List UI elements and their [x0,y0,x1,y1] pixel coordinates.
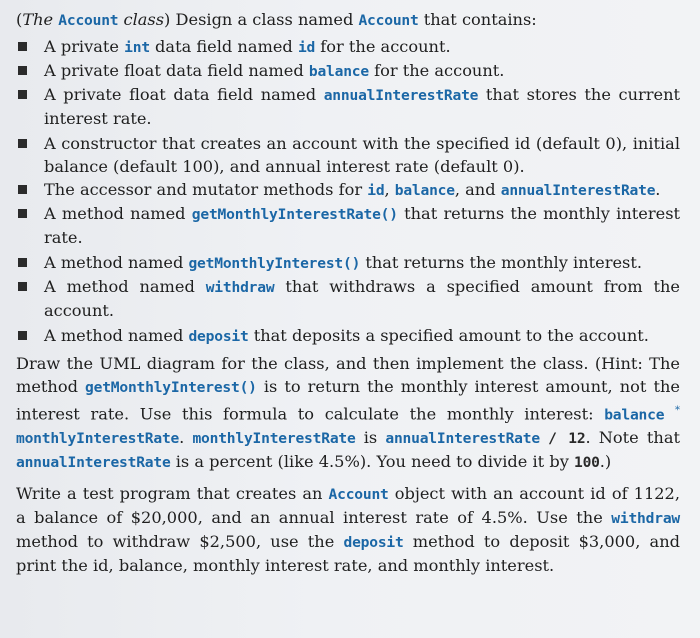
paragraph-text: .) [599,452,612,472]
paragraph-text: is a percent (like 4.5%). You need to divide it by [170,452,574,472]
list-item-accessors [16,178,680,202]
item-code: withdraw [205,279,275,296]
item-code: id [297,39,316,56]
intro-open-paren: ( [16,10,23,29]
intro-text-contains: that contains: [418,10,537,29]
item-text: A method named [44,326,189,345]
intro-close-paren: ) [164,10,171,29]
paragraph-text: object with an account id of 1122, a balance of $20,000, and an annual interest rate of 4.5%. Use the [16,484,680,528]
intro-class-name-2: Account [358,12,419,29]
paragraph-code: 100 [573,454,600,472]
list-item-withdraw-method [16,275,680,322]
item-text: A method named [44,204,192,223]
square-bullet-icon [18,66,27,75]
paragraph-code: / 12 [548,430,586,448]
intro-italic-class: class [118,10,165,29]
item-code: getMonthlyInterest() [188,255,361,272]
square-bullet-icon [18,139,27,148]
multiply-asterisk: * [674,405,680,416]
paragraph-text: method to deposit $3,000, and print the id, balance, monthly interest rate, and monthly interest. [16,532,680,576]
item-text: A private [44,37,125,56]
item-text: that stores the current interest rate. [44,85,681,128]
paragraph-text: is [355,428,386,448]
item-text: A method named [44,277,206,296]
square-bullet-icon [18,258,27,267]
paragraph-text: is to return the monthly interest amount, not the interest rate. Use this formula to calculate the monthly interest: [16,377,680,424]
square-bullet-icon [18,209,27,218]
list-item-constructor [16,132,680,178]
item-text: . [655,180,661,199]
intro-italic-the: The [22,10,59,29]
item-text: The accessor and mutator methods for [44,180,368,199]
requirements-list [16,35,680,348]
square-bullet-icon [18,331,27,340]
test-program-paragraph [16,482,680,577]
item-text: data field named [149,37,298,56]
list-item-monthly-interest-method [16,251,680,275]
intro-text-design: Design a class named [170,10,359,29]
item-text: , [384,180,395,199]
item-code: getMonthlyInterestRate() [191,206,398,223]
item-text: that returns the monthly interest. [360,253,642,272]
paragraph-text: . Note that [585,428,680,448]
uml-instructions-paragraph [16,352,680,474]
list-item-balance-field [16,59,680,83]
item-text: for the account. [368,61,505,80]
item-text: , and [454,180,501,199]
item-text: A private float data field named [44,61,309,80]
paragraph-code: annualInterestRate [385,430,540,448]
square-bullet-icon [18,90,27,99]
item-code: id [367,182,385,199]
item-code: balance [394,182,455,199]
square-bullet-icon [18,185,27,194]
item-code: annualInterestRate [323,87,479,104]
item-text: that deposits a specified amount to the account. [248,326,649,345]
list-item-id-field [16,35,680,59]
item-text: that withdraws a specified amount from the account. [44,277,680,320]
list-item-monthly-rate-method [16,202,680,249]
square-bullet-icon [18,282,27,291]
item-text: for the account. [315,37,451,56]
paragraph-text: . [179,428,193,448]
paragraph-code: getMonthlyInterest() [85,379,257,396]
item-text: A method named [44,253,189,272]
paragraph-code: withdraw [611,510,680,528]
paragraph-text: method to withdraw $2,500, use the [16,532,344,552]
paragraph-text: Draw the UML diagram for the class, and then implement the class. (Hint: The method [16,354,680,396]
paragraph-code: annualInterestRate [16,454,171,472]
list-item-rate-field [16,83,680,130]
paragraph-code: Account [328,486,389,504]
item-text: A constructor that creates an account with the specified id (default 0), initial balance (default 100), and annual interest rate (default 0). [44,134,680,176]
paragraph-code: monthlyInterestRate [192,430,356,448]
item-text: that returns the monthly interest rate. [44,204,681,247]
item-text: A private float data field named [44,85,324,104]
square-bullet-icon [18,42,27,51]
paragraph-text: Write a test program that creates an [16,484,329,504]
paragraph-code: monthlyInterestRate [16,430,180,448]
paragraph-code: balance [604,406,665,424]
paragraph-code: deposit [343,534,404,552]
exercise-intro [16,8,680,32]
list-item-deposit-method [16,324,680,348]
item-code: annualInterestRate [500,182,656,199]
intro-class-name: Account [58,12,119,29]
item-code: balance [308,63,369,80]
item-code: deposit [188,328,249,345]
item-code: int [124,39,150,56]
